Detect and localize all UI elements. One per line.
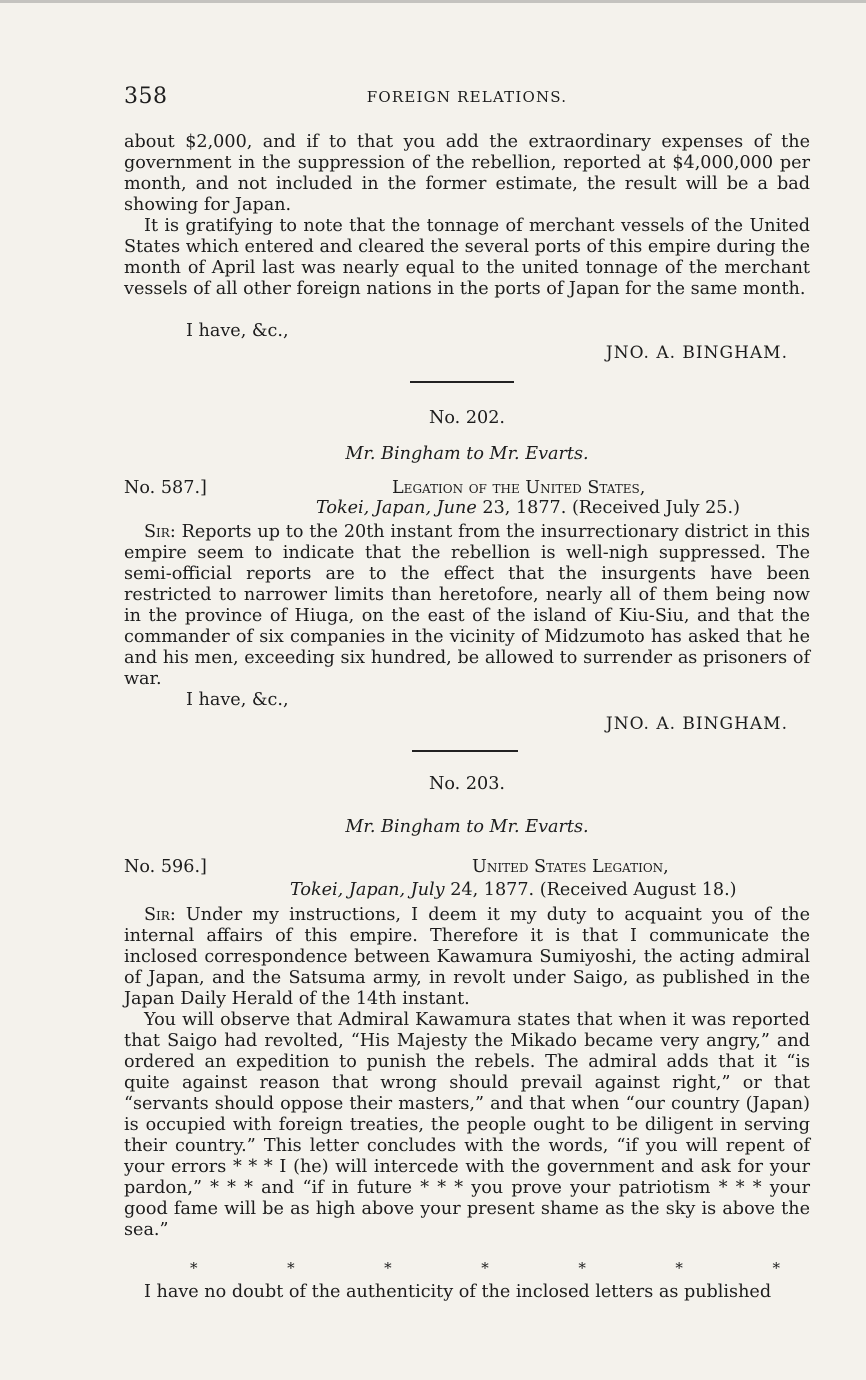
dispatch-heading: Mr. Bingham to Mr. Evarts. bbox=[345, 817, 589, 837]
dispatch-number: No. 202. bbox=[428, 408, 506, 428]
dispatch-body: Sir: Under my instructions, I deem it my duty to acquaint you of the internal affairs of this empire. Therefore it is that I communicate the inclosed correspondence between Kawamura Sumiyoshi, the acting admiral of Japan, and the Satsuma army, in revolt under Saigo, as published in the Japan Daily Herald of the 14th instant. bbox=[124, 905, 810, 1009]
legation-line: Legation of the United States, bbox=[392, 478, 646, 498]
dispatch-heading: Mr. Bingham to Mr. Evarts. bbox=[345, 444, 589, 464]
closing-line: I have, &c., bbox=[186, 690, 289, 710]
dispatch-body-3: I have no doubt of the authenticity of the inclosed letters as published bbox=[144, 1282, 772, 1302]
legation-line: United States Legation, bbox=[472, 857, 669, 877]
closing-line: I have, &c., bbox=[186, 321, 289, 341]
page-header bbox=[124, 84, 810, 114]
page-number: 358 bbox=[124, 84, 168, 109]
ellipsis-stars: * * * * * * * bbox=[190, 1259, 780, 1277]
section-rule bbox=[412, 750, 518, 752]
running-head: FOREIGN RELATIONS. bbox=[366, 88, 568, 106]
scan-edge bbox=[0, 0, 866, 3]
paragraph-continued: about $2,000, and if to that you add the extraordinary expenses of the government in the suppression of the rebellion, reported at $4,000,000 per month, and not included in the former estimate, the result will be a bad showing for Japan. bbox=[124, 132, 810, 215]
section-rule bbox=[410, 381, 514, 383]
date-line: Tokei, Japan, July 24, 1877. (Received August 18.) bbox=[290, 880, 737, 900]
dispatch-body: Sir: Reports up to the 20th instant from the insurrectionary district in this empire seem to indicate that the rebellion is well-nigh suppressed. The semi-official reports are to the effect that the insurgents have been restricted to narrower limits than heretofore, nearly all of them being now in the province of Hiuga, on the east of the island of Kiu-Siu, and that the commander of six companies in the vicinity of Midzumoto has asked that he and his men, exceeding six hundred, be allowed to surrender as prisoners of war. bbox=[124, 522, 810, 689]
dispatch-number: No. 203. bbox=[428, 774, 506, 794]
signature: JNO. A. BINGHAM. bbox=[605, 343, 788, 363]
dispatch-ref: No. 587.] bbox=[124, 478, 207, 498]
dispatch-ref: No. 596.] bbox=[124, 857, 207, 877]
dispatch-body-2: You will observe that Admiral Kawamura states that when it was reported that Saigo had revolted, “His Majesty the Mikado became very angry,” and ordered an expedition to punish the rebels. The admiral adds that it “is quite against reason that wrong should prevail against right,” or that “servants should oppose their masters,” and that when “our country (Japan) is occupied with foreign treaties, the people ought to be diligent in serving their country.” This letter concludes with the words, “if you will repent of your errors * * * I (he) will intercede with the government and ask for your pardon,” * * * and “if in future * * * you prove your patriotism * * * your good fame will be as high above your present shame as the sky is above the sea.” bbox=[124, 1010, 810, 1240]
signature: JNO. A. BINGHAM. bbox=[605, 714, 788, 734]
paragraph-tonnage: It is gratifying to note that the tonnage of merchant vessels of the United States which entered and cleared the several ports of this empire during the month of April last was nearly equal to the united tonnage of the merchant vessels of all other foreign nations in the ports of Japan for the same month. bbox=[124, 216, 810, 299]
date-line: Tokei, Japan, June 23, 1877. (Received July 25.) bbox=[316, 498, 740, 518]
